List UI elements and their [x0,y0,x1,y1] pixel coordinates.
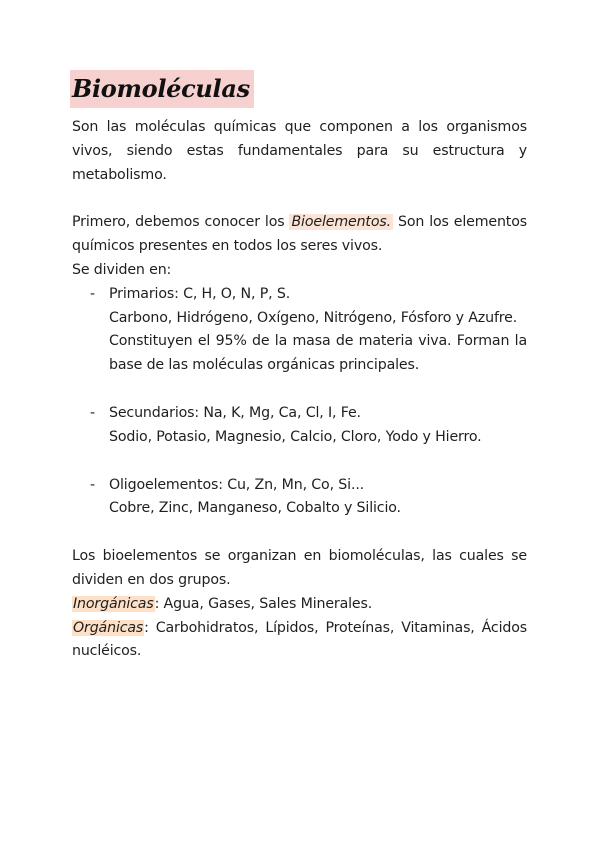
organicas-label: Orgánicas [73,619,144,636]
bioelement-groups-list [72,283,527,521]
divide-line: Se dividen en: [72,261,172,278]
list-item-secundarios [72,402,527,450]
group-note: Constituyen el 95% de la masa de materia viva. Forman la base de las moléculas orgánicas principales. [109,333,527,374]
title-highlight [70,70,254,108]
list-item-primarios [72,283,527,378]
organicas-line [72,617,527,665]
bioelementos-prefix: Primero, debemos conocer los [72,214,285,231]
inorganicas-line [72,593,527,617]
group-head: Secundarios: Na, K, Mg, Ca, Cl, I, Fe. [109,404,361,421]
list-item-oligoelementos [72,474,527,522]
group-head: Oligoelementos: Cu, Zn, Mn, Co, Si... [109,476,365,493]
group-names: Sodio, Potasio, Magnesio, Calcio, Cloro, Yodo y Hierro. [109,428,482,445]
inorganicas-label: Inorgánicas [73,595,154,612]
organize-paragraph: Los bioelementos se organizan en biomoléculas, las cuales se dividen en dos grupos. [72,548,527,588]
list-dash: - [90,404,95,421]
spacer [72,187,527,211]
page-title: Biomoléculas [72,74,250,103]
bioelementos-highlight: Bioelementos. [291,214,391,231]
group-names: Cobre, Zinc, Manganeso, Cobalto y Silicio. [109,500,401,517]
inorganicas-text: : Agua, Gases, Sales Minerales. [154,595,373,612]
group-head: Primarios: C, H, O, N, P, S. [109,285,291,302]
spacer [72,450,527,474]
bioelementos-paragraph [72,211,527,259]
spacer [72,378,527,402]
bioelementos-suffix: Son los elementos químicos presentes en todos los seres vivos. [72,214,527,255]
document-page [72,70,527,664]
list-dash: - [90,285,95,302]
spacer [72,521,527,545]
list-dash: - [90,476,95,493]
intro-paragraph: Son las moléculas químicas que componen a los organismos vivos, siendo estas fundamentales para su estructura y metabolismo. [72,119,527,183]
group-names: Carbono, Hidrógeno, Oxígeno, Nitrógeno, Fósforo y Azufre. [109,309,518,326]
organicas-text: : Carbohidratos, Lípidos, Proteínas, Vitaminas, Ácidos nucléicos. [72,619,527,660]
